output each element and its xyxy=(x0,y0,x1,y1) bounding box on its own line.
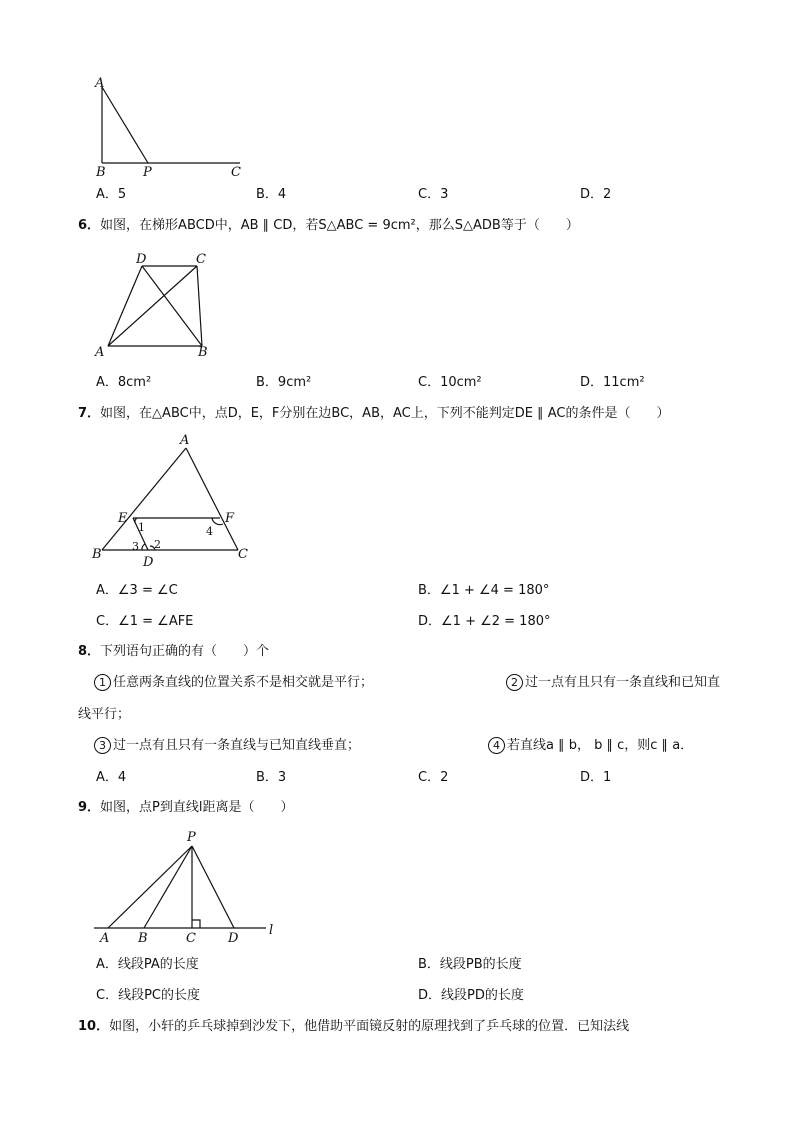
q7-option-d: D．∠1 + ∠2 = 180° xyxy=(418,614,551,629)
question-8 xyxy=(78,643,269,661)
question-10 xyxy=(78,1018,629,1036)
angle-4: 4 xyxy=(206,525,213,538)
figure-q6 xyxy=(92,250,222,360)
segment-pb xyxy=(144,846,192,928)
question-number: 6． xyxy=(78,218,101,233)
label-c: C xyxy=(231,165,241,180)
q9-option-c: C．线段PC的长度 xyxy=(96,988,200,1003)
question-number: 9． xyxy=(78,800,101,815)
label-l: l xyxy=(269,923,274,938)
label-b: B xyxy=(92,547,102,562)
angle-arc-3 xyxy=(142,544,145,550)
label-p: P xyxy=(187,830,196,845)
q6-option-a: A．8cm² xyxy=(96,375,152,390)
q7-option-c: C．∠1 = ∠AFE xyxy=(96,614,194,629)
diagonal-ac xyxy=(108,266,197,346)
label-b: B xyxy=(198,345,208,360)
question-text: 如图，在△ABC中，点D，E，F分别在边BC，AB，AC上，下列不能判定DE ∥ AC的条件是（ ） xyxy=(100,406,670,421)
label-c: C xyxy=(186,931,196,946)
segment-ab xyxy=(102,448,186,550)
angle-3: 3 xyxy=(132,540,139,553)
label-d: D xyxy=(228,931,239,946)
angle-arc-4 xyxy=(212,518,223,525)
q6-option-c: C．10cm² xyxy=(418,375,482,390)
label-a: A xyxy=(95,76,105,91)
q6-option-b: B．9cm² xyxy=(256,375,312,390)
question-number: 8． xyxy=(78,644,101,659)
circled-number-2: 2 xyxy=(506,674,523,691)
q9-option-b: B．线段PB的长度 xyxy=(418,957,522,972)
q8-option-a: A．4 xyxy=(96,770,127,785)
label-b: B xyxy=(138,931,148,946)
question-number: 10． xyxy=(78,1019,110,1034)
label-d: D xyxy=(136,252,147,267)
label-a: A xyxy=(95,345,105,360)
segment-bc xyxy=(197,266,202,346)
figure-q7 xyxy=(88,432,258,572)
q8-option-b: B．3 xyxy=(256,770,287,785)
question-text: 如图，小轩的乒乓球掉到沙发下，他借助平面镜反射的原理找到了乒乓球的位置．已知法线 xyxy=(109,1019,630,1034)
question-number: 7． xyxy=(78,406,101,421)
q9-option-d: D．线段PD的长度 xyxy=(418,988,524,1003)
circled-number-4: 4 xyxy=(488,737,505,754)
label-a: A xyxy=(100,931,110,946)
segment-ad xyxy=(108,266,142,346)
q8-option-c: C．2 xyxy=(418,770,449,785)
figure-q9 xyxy=(88,828,288,948)
figure-q5 xyxy=(90,75,260,185)
q5-option-a: A．5 xyxy=(96,187,127,202)
label-c: C xyxy=(238,547,248,562)
angle-arc-1 xyxy=(135,518,137,523)
circled-number-3: 3 xyxy=(94,737,111,754)
q8-option-d: D．1 xyxy=(580,770,612,785)
segment-pd xyxy=(192,846,234,928)
statement-2-continued: 线平行； xyxy=(78,707,131,722)
question-9 xyxy=(78,799,294,817)
statement-1 xyxy=(94,674,373,692)
question-text: 下列语句正确的有（ ）个 xyxy=(100,644,270,659)
label-e: E xyxy=(118,511,128,526)
question-text: 如图，点P到直线l距离是（ ） xyxy=(100,800,294,815)
label-b: B xyxy=(96,165,106,180)
label-a: A xyxy=(180,433,190,448)
q9-option-a: A．线段PA的长度 xyxy=(96,957,199,972)
right-angle-mark xyxy=(192,920,200,928)
statement-2 xyxy=(506,674,720,692)
question-7 xyxy=(78,405,669,423)
q5-option-c: C．3 xyxy=(418,187,449,202)
q6-option-d: D．11cm² xyxy=(580,375,645,390)
q5-option-d: D．2 xyxy=(580,187,612,202)
statement-4 xyxy=(488,737,693,755)
label-p: P xyxy=(143,165,152,180)
diagonal-db xyxy=(142,266,202,346)
statement-3 xyxy=(94,737,360,755)
angle-1: 1 xyxy=(138,521,145,534)
q5-option-b: B．4 xyxy=(256,187,287,202)
statement-4-text: 若直线a ∥ b， b ∥ c，则c ∥ a． xyxy=(507,738,694,753)
circled-number-1: 1 xyxy=(94,674,111,691)
segment-pa xyxy=(108,846,192,928)
statement-3-text: 过一点有且只有一条直线与已知直线垂直； xyxy=(113,738,361,753)
statement-1-text: 任意两条直线的位置关系不是相交就是平行； xyxy=(113,675,374,690)
segment-ap xyxy=(102,87,148,163)
q7-option-a: A．∠3 = ∠C xyxy=(96,583,178,598)
angle-2: 2 xyxy=(154,538,161,551)
question-6 xyxy=(78,217,579,235)
question-text: 如图，在梯形ABCD中，AB ∥ CD，若S△ABC = 9cm²，那么S△ADB等于（ ） xyxy=(100,218,579,233)
q7-option-b: B．∠1 + ∠4 = 180° xyxy=(418,583,550,598)
label-f: F xyxy=(225,511,235,526)
label-d: D xyxy=(143,555,154,570)
label-c: C xyxy=(196,252,206,267)
statement-2-text: 过一点有且只有一条直线和已知直 xyxy=(525,675,721,690)
